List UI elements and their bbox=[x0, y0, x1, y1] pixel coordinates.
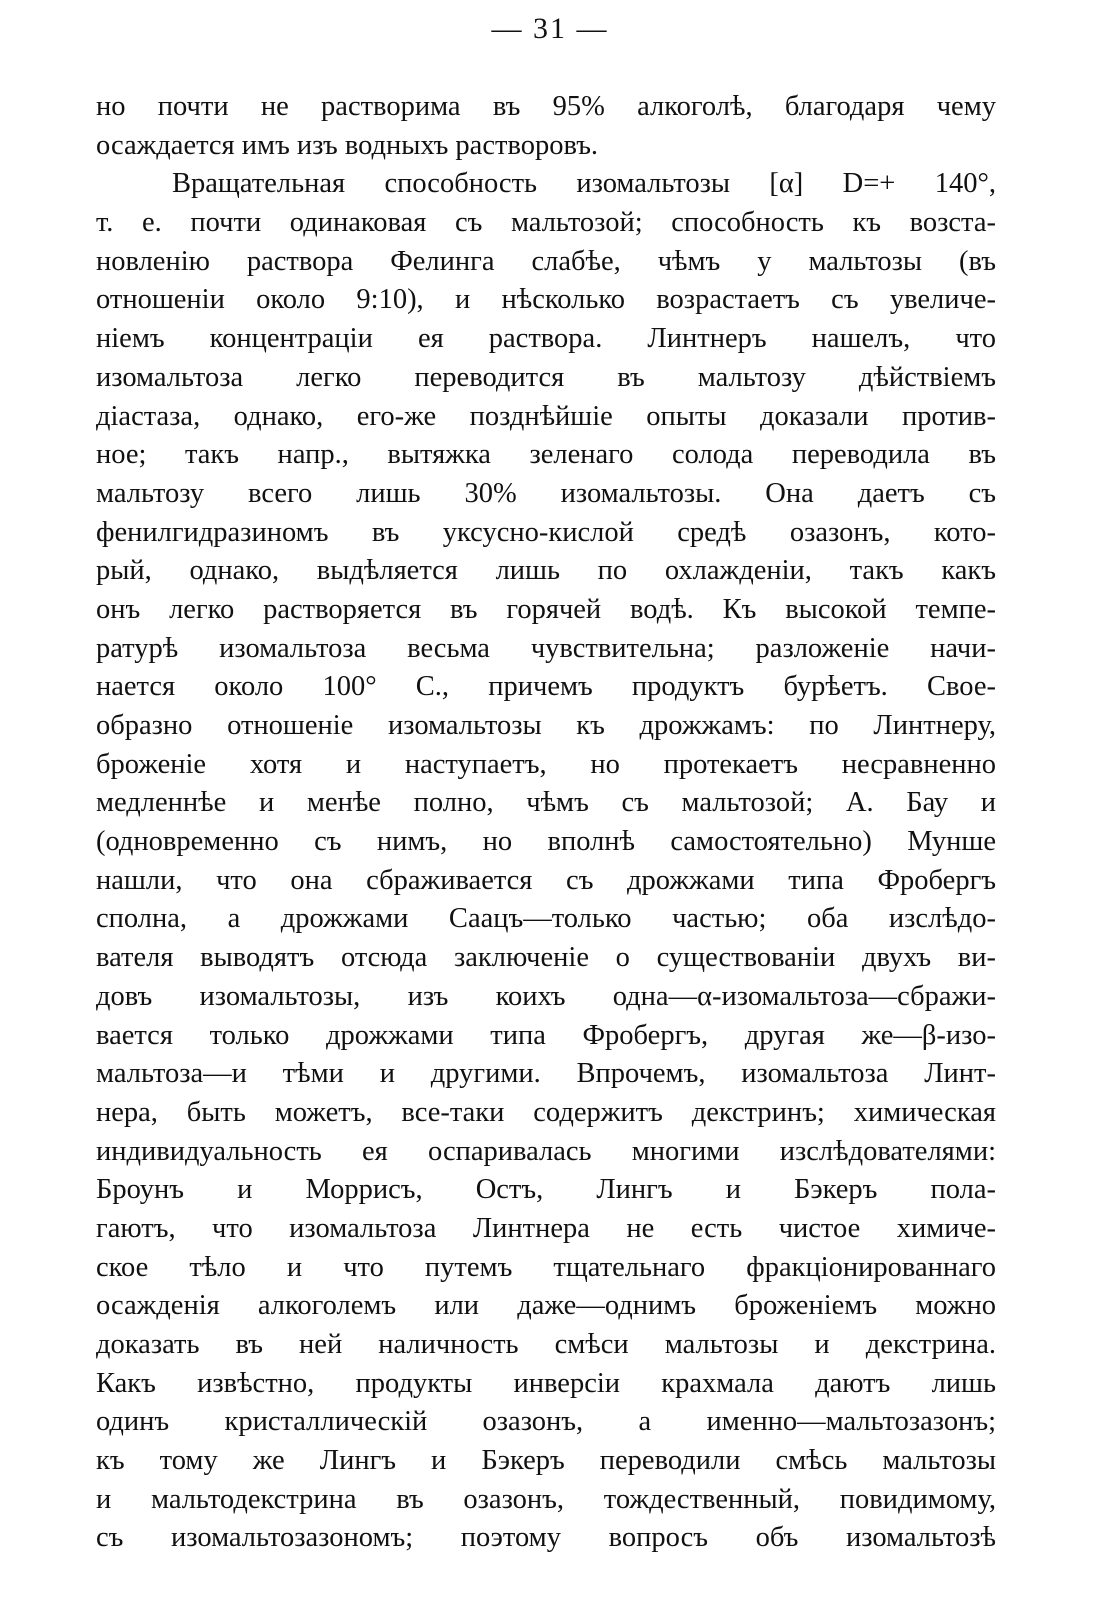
body-text bbox=[96, 88, 996, 1558]
text-line: индивидуальность ея оспаривалась многими изслѣдователями: bbox=[96, 1135, 996, 1167]
text-line: ское тѣло и что путемъ тщательнаго фракціонированнаго bbox=[96, 1251, 996, 1283]
text-line: осажденія алкоголемъ или даже—однимъ броженіемъ можно bbox=[96, 1290, 996, 1322]
text-line: Броунъ и Моррисъ, Остъ, Лингъ и Бэкеръ пола- bbox=[96, 1174, 996, 1206]
text-line: Вращательная способность изомальтозы [α] D=+ 140°, bbox=[172, 168, 996, 200]
text-line: (одновременно съ нимъ, но вполнѣ самостоятельно) Мунше bbox=[96, 826, 996, 858]
text-line: доказать въ ней наличность смѣси мальтозы и декстрина. bbox=[96, 1329, 996, 1360]
text-line: онъ легко растворяется въ горячей водѣ. Къ высокой темпе- bbox=[96, 593, 996, 625]
text-line: новленію раствора Фелинга слабѣе, чѣмъ у мальтозы (въ bbox=[96, 245, 996, 277]
text-line: ратурѣ изомальтоза весьма чувствительна; разложеніе начи- bbox=[96, 632, 996, 664]
text-line: нашли, что она сбраживается съ дрожжами типа Фробергъ bbox=[96, 864, 996, 896]
text-line: изомальтоза легко переводится въ мальтозу дѣйствіемъ bbox=[96, 361, 996, 393]
text-line: нера, быть можетъ, все-таки содержитъ декстринъ; химическая bbox=[96, 1096, 996, 1128]
text-line: мальтозу всего лишь 30% изомальтозы. Она даетъ съ bbox=[96, 477, 996, 509]
text-line: медленнѣе и менѣе полно, чѣмъ съ мальтозой; А. Бау и bbox=[96, 787, 996, 819]
text-line: фенилгидразиномъ въ уксусно-кислой средѣ озазонъ, кото- bbox=[96, 516, 996, 548]
text-line: сполна, а дрожжами Саацъ—только частью; оба изслѣдо- bbox=[96, 903, 996, 935]
text-line: довъ изомальтозы, изъ коихъ одна—α-изомальтоза—сбражи- bbox=[96, 980, 996, 1012]
text-line: Какъ извѣстно, продукты инверсіи крахмала даютъ лишь bbox=[96, 1367, 996, 1399]
text-line: къ тому же Лингъ и Бэкеръ переводили смѣсь мальтозы bbox=[96, 1445, 996, 1477]
text-line: т. е. почти одинаковая съ мальтозой; способность къ возста- bbox=[96, 207, 996, 239]
text-line: но почти не растворима въ 95% алкоголѣ, благодаря чему bbox=[96, 91, 996, 122]
text-line: одинъ кристаллическій озазонъ, а именно—мальтозазонъ; bbox=[96, 1406, 996, 1438]
text-line: діастаза, однако, его-же позднѣйшіе опыты доказали против- bbox=[96, 400, 996, 432]
text-line: образно отношеніе изомальтозы къ дрожжамъ: по Линтнеру, bbox=[96, 710, 996, 741]
text-line: рый, однако, выдѣляется лишь по охлажденіи, такъ какъ bbox=[96, 555, 996, 587]
text-line: осаждается имъ изъ водныхъ растворовъ. bbox=[96, 129, 599, 161]
text-line: гаютъ, что изомальтоза Линтнера не есть чистое химиче- bbox=[96, 1212, 996, 1244]
text-line: отношеніи около 9:10), и нѣсколько возрастаетъ съ увеличе- bbox=[96, 284, 996, 316]
text-line: ніемъ концентраціи ея раствора. Линтнеръ нашелъ, что bbox=[96, 323, 996, 355]
text-line: броженіе хотя и наступаетъ, но протекаетъ несравненно bbox=[96, 748, 996, 780]
text-line: нается около 100° С., причемъ продуктъ бурѣетъ. Свое- bbox=[96, 671, 996, 703]
text-line: вателя выводятъ отсюда заключеніе о существованіи двухъ ви- bbox=[96, 942, 996, 974]
text-line: вается только дрожжами типа Фробергъ, другая же—β-изо- bbox=[96, 1019, 996, 1051]
text-line: съ изомальтозазономъ; поэтому вопросъ объ изомальтозѣ bbox=[96, 1522, 996, 1554]
text-line: и мальтодекстрина въ озазонъ, тождественный, повидимому, bbox=[96, 1483, 996, 1515]
text-line: ное; такъ напр., вытяжка зеленаго солода переводила въ bbox=[96, 439, 996, 471]
page-number: — 31 — bbox=[491, 12, 609, 45]
text-line: мальтоза—и тѣми и другими. Впрочемъ, изомальтоза Линт- bbox=[96, 1058, 996, 1090]
